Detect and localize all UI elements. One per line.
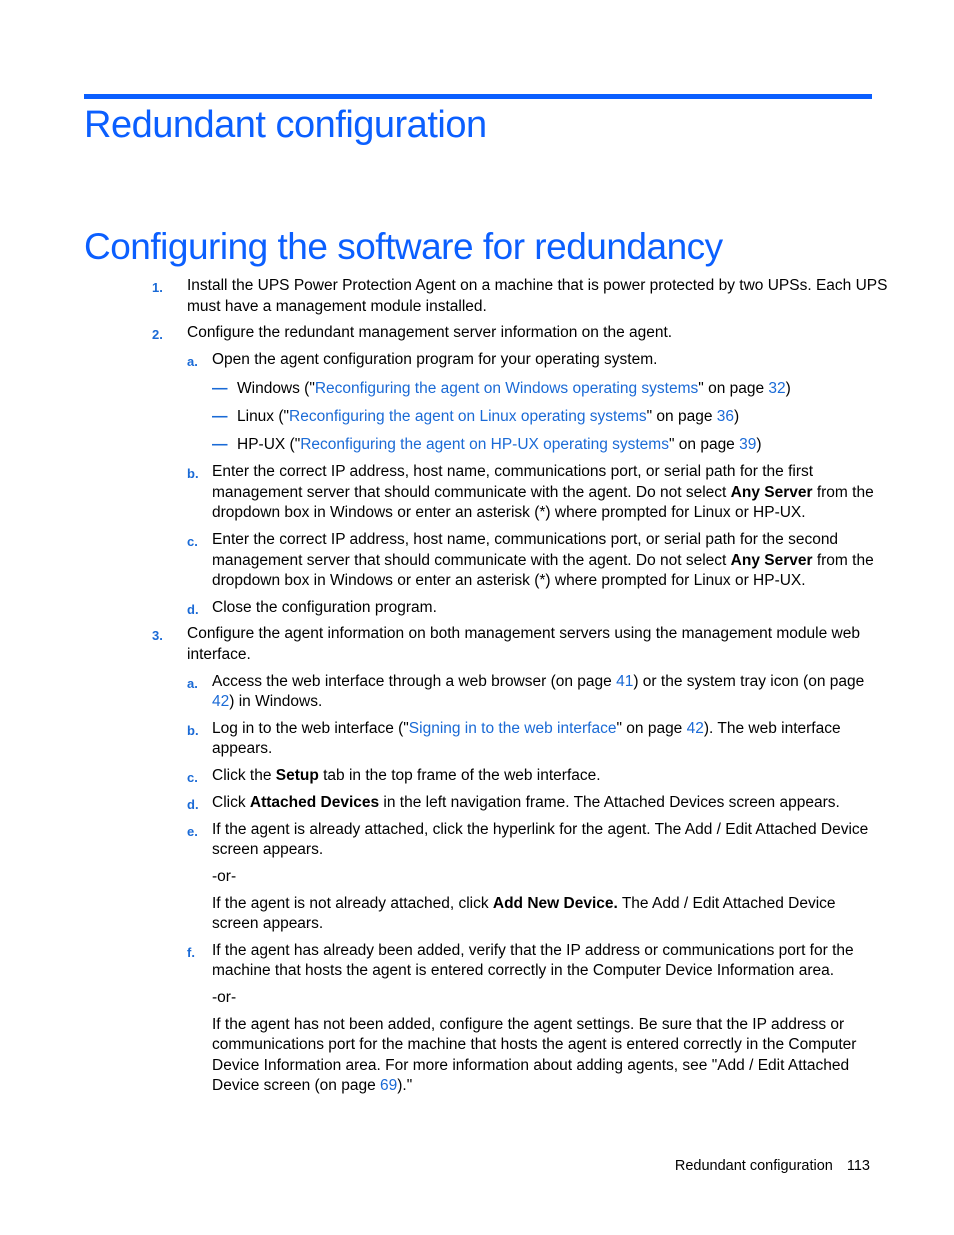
text-run: management server that should communicate with the agent. Do not select bbox=[212, 484, 731, 501]
section-title: Configuring the software for redundancy bbox=[84, 226, 723, 267]
step-1-text-cont: must have a management module installed. bbox=[187, 298, 487, 315]
ref-prefix: Windows (" bbox=[237, 380, 315, 397]
step-3a-letter: a. bbox=[187, 676, 198, 691]
linux-ref bbox=[237, 407, 739, 428]
step-2b-text-cont: dropdown box in Windows or enter an asterisk (*) where prompted for Linux or HP-UX. bbox=[212, 504, 806, 521]
add-new-device-label: Add New Device. bbox=[492, 895, 618, 912]
linux-reconfig-link[interactable]: Reconfiguring the agent on Linux operating systems bbox=[289, 408, 647, 425]
ref-mid: " on page bbox=[668, 436, 740, 453]
chapter-title: Redundant configuration bbox=[84, 104, 487, 146]
text-run: Device screen (on page bbox=[212, 1077, 381, 1094]
hpux-ref bbox=[237, 435, 762, 456]
setup-tab-label: Setup bbox=[275, 767, 319, 784]
or-separator: -or- bbox=[212, 989, 237, 1006]
step-3f-text-cont: machine that hosts the agent is entered correctly in the Computer Device Information area. bbox=[212, 962, 835, 979]
step-2d-letter: d. bbox=[187, 602, 199, 617]
text-run: Click bbox=[212, 794, 250, 811]
step-3-text-cont: interface. bbox=[187, 646, 251, 663]
footer-label: Redundant configuration bbox=[674, 1158, 833, 1174]
text-run: ). The web interface bbox=[703, 720, 841, 737]
text-run: tab in the top frame of the web interface. bbox=[318, 767, 601, 784]
ref-prefix: HP-UX (" bbox=[237, 436, 301, 453]
ref-suffix: ) bbox=[785, 380, 791, 397]
step-3b-letter: b. bbox=[187, 723, 199, 738]
page-36-link[interactable]: 36 bbox=[716, 408, 735, 425]
step-2-text: Configure the redundant management server information on the agent. bbox=[187, 324, 673, 341]
step-3a-text bbox=[212, 672, 864, 693]
text-run: ) or the system tray icon (on page bbox=[633, 673, 865, 690]
step-2b-text: Enter the correct IP address, host name, communications port, or serial path for the first bbox=[212, 463, 814, 480]
page-41-link[interactable]: 41 bbox=[616, 673, 634, 690]
attached-devices-label: Attached Devices bbox=[249, 794, 380, 811]
ref-mid: " on page bbox=[698, 380, 769, 397]
step-3f-text: If the agent has already been added, verify that the IP address or communications port for the bbox=[212, 942, 854, 959]
dash-icon: — bbox=[212, 380, 228, 397]
step-3b-text-cont: appears. bbox=[212, 740, 273, 757]
step-3f-alt-text-cont: Device Information area. For more information about adding agents, see "Add / Edit Attached bbox=[212, 1057, 850, 1074]
step-3e-alt-text-cont: screen appears. bbox=[212, 915, 324, 932]
or-separator: -or- bbox=[212, 868, 237, 885]
text-run: in the left navigation frame. The Attached Devices screen appears. bbox=[379, 794, 840, 811]
text-run: ) in Windows. bbox=[229, 693, 323, 710]
text-run: The Add / Edit Attached Device bbox=[617, 895, 836, 912]
page-42-link[interactable]: 42 bbox=[212, 693, 230, 710]
step-2c-letter: c. bbox=[187, 534, 198, 549]
text-run: )." bbox=[397, 1077, 413, 1094]
step-2a-text: Open the agent configuration program for your operating system. bbox=[212, 351, 658, 368]
hpux-reconfig-link[interactable]: Reconfiguring the agent on HP-UX operating systems bbox=[300, 436, 669, 453]
step-2c-text: Enter the correct IP address, host name, communications port, or serial path for the second bbox=[212, 531, 839, 548]
page-number: 113 bbox=[846, 1158, 870, 1174]
page-footer bbox=[675, 1158, 870, 1174]
text-run: Access the web interface through a web browser (on page bbox=[212, 673, 617, 690]
text-run: If the agent is not already attached, click bbox=[212, 895, 493, 912]
ref-suffix: ) bbox=[734, 408, 740, 425]
signing-in-link[interactable]: Signing in to the web interface bbox=[408, 720, 617, 737]
step-3e-alt-text bbox=[212, 894, 836, 915]
ref-prefix: Linux (" bbox=[237, 408, 290, 425]
step-3-number: 3. bbox=[152, 628, 163, 643]
step-3-text: Configure the agent information on both management servers using the management module web bbox=[187, 625, 860, 642]
any-server-label: Any Server bbox=[730, 552, 813, 569]
text-run: from the bbox=[812, 552, 874, 569]
text-run: Click the bbox=[212, 767, 276, 784]
step-2d-text: Close the configuration program. bbox=[212, 599, 437, 616]
dash-icon: — bbox=[212, 408, 228, 425]
step-3f-alt-text: If the agent has not been added, configure the agent settings. Be sure that the IP address or bbox=[212, 1016, 845, 1033]
step-3c-text bbox=[212, 766, 601, 787]
step-3a-text-cont bbox=[212, 692, 322, 713]
step-2a-letter: a. bbox=[187, 354, 198, 369]
dash-icon: — bbox=[212, 436, 228, 453]
header-rule bbox=[84, 94, 872, 99]
page-42-link[interactable]: 42 bbox=[686, 720, 704, 737]
step-3f-letter: f. bbox=[187, 945, 195, 960]
step-1-text: Install the UPS Power Protection Agent on a machine that is power protected by two UPSs. Each UPS bbox=[187, 277, 888, 294]
step-2c-text-cont: dropdown box in Windows or enter an asterisk (*) where prompted for Linux or HP-UX. bbox=[212, 572, 806, 589]
any-server-label: Any Server bbox=[730, 484, 813, 501]
ref-mid: " on page bbox=[646, 408, 717, 425]
step-2c-text-cont bbox=[212, 551, 874, 572]
step-3b-text bbox=[212, 719, 841, 740]
step-3d-letter: d. bbox=[187, 797, 199, 812]
text-run: from the bbox=[812, 484, 874, 501]
page-69-link[interactable]: 69 bbox=[380, 1077, 398, 1094]
page-32-link[interactable]: 32 bbox=[768, 380, 786, 397]
text-run: Log in to the web interface (" bbox=[212, 720, 409, 737]
windows-ref bbox=[237, 379, 791, 400]
page-39-link[interactable]: 39 bbox=[739, 436, 757, 453]
ref-suffix: ) bbox=[756, 436, 762, 453]
text-run: " on page bbox=[616, 720, 687, 737]
step-2b-text-cont bbox=[212, 483, 874, 504]
step-2-number: 2. bbox=[152, 327, 163, 342]
step-3d-text bbox=[212, 793, 840, 814]
step-3e-letter: e. bbox=[187, 824, 198, 839]
step-3e-text: If the agent is already attached, click the hyperlink for the agent. The Add / Edit Attached Device bbox=[212, 821, 869, 838]
step-1-number: 1. bbox=[152, 280, 163, 295]
text-run: management server that should communicate with the agent. Do not select bbox=[212, 552, 731, 569]
step-3e-text-cont: screen appears. bbox=[212, 841, 324, 858]
step-2b-letter: b. bbox=[187, 466, 199, 481]
windows-reconfig-link[interactable]: Reconfiguring the agent on Windows operating systems bbox=[314, 380, 699, 397]
step-3f-alt-text-cont: communications port for the machine that hosts the agent is entered correctly in the Computer bbox=[212, 1036, 857, 1053]
step-3c-letter: c. bbox=[187, 770, 198, 785]
step-3f-alt-text-cont bbox=[212, 1076, 412, 1097]
